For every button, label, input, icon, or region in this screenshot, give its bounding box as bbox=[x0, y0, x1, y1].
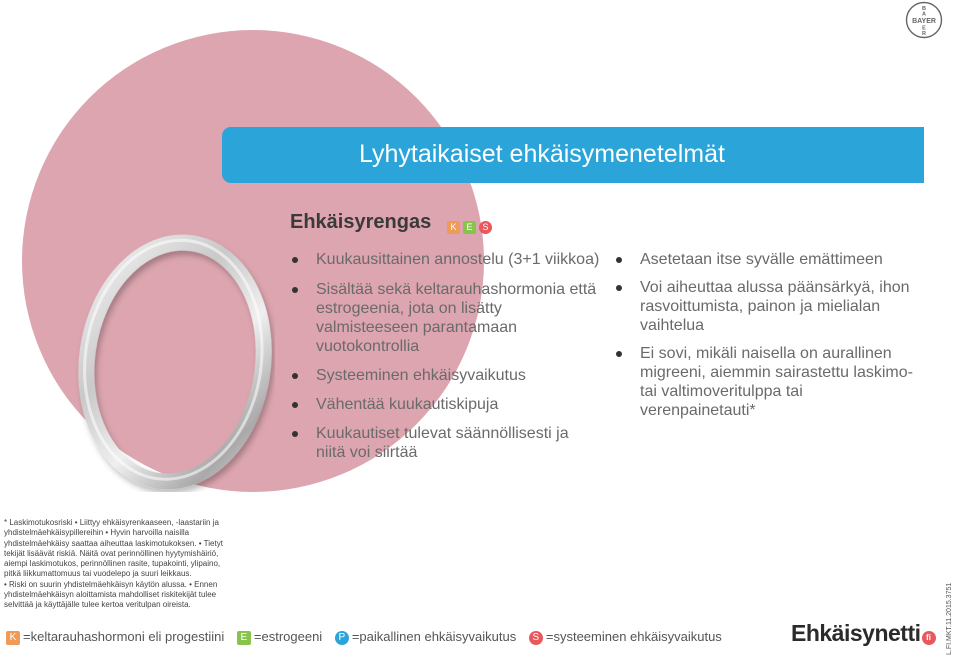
list-item: Vähentää kuukautiskipuja bbox=[292, 395, 602, 414]
legend-item-k bbox=[6, 629, 224, 644]
page-title: Lyhytaikaiset ehkäisymenetelmät bbox=[359, 140, 725, 168]
badge-legend bbox=[6, 629, 731, 645]
list-item: Voi aiheuttaa alussa päänsärkyä, ihon rasvoittumista, painon ja mielialan vaihtelua bbox=[616, 278, 921, 335]
legend-text: =paikallinen ehkäisyvaikutus bbox=[351, 629, 517, 644]
list-item: Ei sovi, mikäli naisella on aurallinen migreeni, aiemmin sairastettu laskimo- tai valtimoveritulppa tai verenpainetauti* bbox=[616, 344, 921, 420]
badge-k: K bbox=[6, 631, 20, 645]
legend-item-p bbox=[335, 629, 516, 644]
logo-word: Ehkäisynetti bbox=[791, 620, 921, 646]
list-item: Systeeminen ehkäisyvaikutus bbox=[292, 366, 602, 385]
svg-text:B: B bbox=[922, 6, 926, 12]
svg-text:A: A bbox=[922, 11, 926, 18]
product-heading: Ehkäisyrengas bbox=[290, 211, 432, 233]
badge-s: S bbox=[529, 631, 543, 645]
badge-p: P bbox=[335, 631, 349, 645]
right-bullet-list bbox=[616, 250, 921, 420]
footnote-paragraph: • Riski on suurin yhdistelmäehkäisyn käytön alussa. • Ennen yhdistelmäehkäisyn aloittamista mahdolliset riskitekijät tulee selvittää ja käyttäjälle tulee kertoa veritulpan oireista. bbox=[4, 579, 218, 610]
legend-item-e bbox=[237, 629, 322, 644]
document-code: L.FI.MKT.11.2015.3751 bbox=[946, 582, 953, 655]
svg-text:R: R bbox=[922, 31, 926, 37]
legend-text: =systeeminen ehkäisyvaikutus bbox=[545, 629, 722, 644]
left-bullet-list bbox=[292, 250, 602, 462]
badge-s: S bbox=[479, 221, 492, 234]
ehkaisynetti-logo bbox=[791, 620, 936, 647]
legend-text: =keltarauhashormoni eli progestiini bbox=[23, 629, 225, 644]
bayer-logo-horizontal: BAYER bbox=[912, 18, 936, 25]
bayer-logo bbox=[905, 1, 943, 39]
list-item: Sisältää sekä keltarauhashormonia että estrogeenia, jota on lisätty valmisteeseen parantamaan vuotokontrollia bbox=[292, 280, 602, 356]
badge-k: K bbox=[447, 221, 460, 234]
legend-item-s bbox=[529, 629, 722, 644]
product-badges bbox=[447, 216, 495, 235]
list-item: Kuukautiset tulevat säännöllisesti ja niitä voi siirtää bbox=[292, 424, 602, 462]
legend-text: =estrogeeni bbox=[253, 629, 323, 644]
logo-fi-dot: fi bbox=[922, 631, 936, 645]
footnote bbox=[4, 518, 234, 611]
badge-e: E bbox=[237, 631, 251, 645]
vaginal-ring-image bbox=[75, 232, 275, 492]
badge-e: E bbox=[463, 221, 476, 234]
list-item: Kuukausittainen annostelu (3+1 viikkoa) bbox=[292, 250, 602, 269]
svg-text:E: E bbox=[922, 25, 926, 32]
title-bar bbox=[222, 127, 924, 183]
list-item: Asetetaan itse syvälle emättimeen bbox=[616, 250, 921, 269]
footnote-paragraph: * Laskimotukosriski • Liittyy ehkäisyrenkaaseen, -laastariin ja yhdistelmäehkäisypillereihin • Hyvin harvoilla naisilla yhdistelmäehkäisy saattaa aiheuttaa laskimotukoksen. • Tietyt tekijät lisäävät riskiä. Näitä ovat perinnöllinen hyytymishäiriö, aiempi laskimotukos, perinnöllinen rasite, tupakointi, ylipaino, pitkä liikkumattomuus tai vuodelepo ja suuri leikkaus. bbox=[4, 518, 223, 579]
